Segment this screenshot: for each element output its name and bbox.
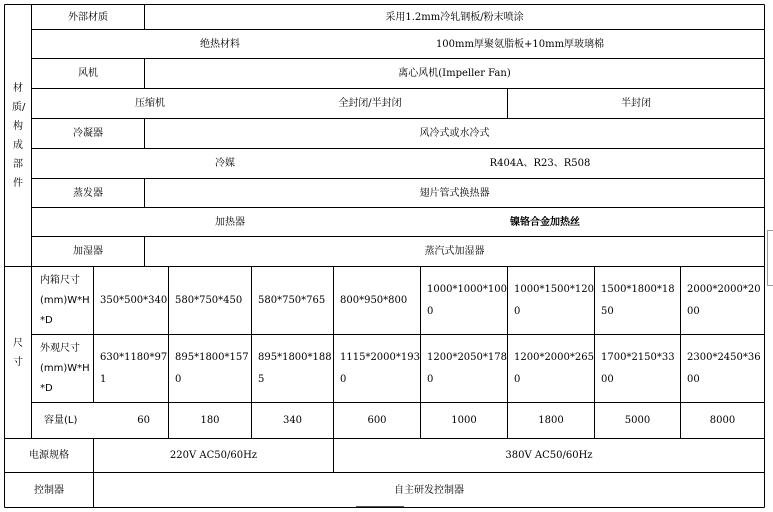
inner-size-cell-2: 580*750*450 bbox=[175, 294, 243, 306]
exterior-label: 外部材质 bbox=[68, 11, 108, 23]
controller-value: 自主研发控制器 bbox=[394, 484, 464, 496]
capacity-cell-8: 8000 bbox=[709, 415, 736, 426]
inner-size-cell-7: 1500*1800*1850 bbox=[601, 283, 675, 317]
insulation-value: 100mm厚聚氨脂板+10mm厚玻璃棉 bbox=[435, 38, 605, 50]
compressor-value-1: 全封闭/半封闭 bbox=[338, 98, 402, 109]
inner-size-cell-6: 1000*1500*1200 bbox=[514, 283, 594, 317]
power-value-380: 380V AC50/60Hz bbox=[505, 450, 593, 461]
inner-size-cell-8: 2000*2000*2000 bbox=[687, 283, 761, 317]
inner-size-cell-1: 350*500*340 bbox=[100, 294, 168, 306]
capacity-cell-1: 60 bbox=[137, 415, 150, 426]
section-material-text: 材质/构成部件 bbox=[12, 82, 26, 189]
scroll-marker bbox=[767, 230, 773, 286]
inner-size-cell-5: 1000*1000*1000 bbox=[427, 283, 507, 317]
section-size-text: 尺寸 bbox=[13, 337, 23, 368]
exterior-value: 采用1.2mm冷轧钢板/粉末喷涂 bbox=[385, 11, 524, 23]
heater-label: 加热器 bbox=[215, 216, 245, 228]
power-label: 电源规格 bbox=[29, 450, 69, 461]
outer-size-cell-5: 1200*2050*1780 bbox=[427, 351, 507, 385]
compressor-value-2: 半封闭 bbox=[621, 98, 651, 109]
capacity-cell-6: 1800 bbox=[538, 415, 564, 426]
capacity-cell-7: 5000 bbox=[624, 415, 651, 426]
humidifier-value: 蒸汽式加湿器 bbox=[424, 246, 485, 257]
section-material bbox=[5, 5, 31, 266]
refrigerant-value: R404A、R23、R508 bbox=[489, 158, 591, 169]
capacity-cell-4: 600 bbox=[367, 415, 387, 426]
page-edge-marker bbox=[356, 506, 404, 512]
humidifier-label: 加湿器 bbox=[73, 246, 103, 257]
outer-size-cell-1: 630*1180*971 bbox=[100, 351, 168, 385]
inner-size-label: 内箱尺寸(mm)W*H*D bbox=[40, 274, 90, 326]
evaporator-label: 蒸发器 bbox=[73, 187, 103, 199]
fan-label: 风机 bbox=[78, 68, 98, 79]
compressor-label: 压缩机 bbox=[135, 98, 165, 109]
capacity-cell-2: 180 bbox=[200, 415, 220, 426]
outer-size-cell-7: 1700*2150*3300 bbox=[601, 351, 675, 385]
insulation-label: 绝热材料 bbox=[200, 38, 240, 50]
inner-size-cell-3: 580*750*765 bbox=[258, 294, 326, 306]
outer-size-cell-8: 2300*2450*3600 bbox=[687, 351, 761, 385]
section-size bbox=[5, 267, 31, 438]
outer-size-cell-3: 895*1800*1885 bbox=[258, 351, 332, 385]
capacity-cell-3: 340 bbox=[282, 415, 303, 426]
condenser-value: 风冷式或水冷式 bbox=[419, 128, 490, 139]
condenser-label: 冷凝器 bbox=[73, 128, 103, 139]
inner-size-cell-4: 800*950*800 bbox=[340, 294, 408, 306]
capacity-label: 容量(L) bbox=[44, 415, 78, 426]
capacity-cell-5: 1000 bbox=[451, 415, 477, 426]
power-value-220: 220V AC50/60Hz bbox=[169, 450, 258, 461]
outer-size-cell-4: 1115*2000*1930 bbox=[340, 351, 420, 385]
evaporator-value: 翅片管式换热器 bbox=[419, 187, 490, 199]
refrigerant-label: 冷媒 bbox=[215, 158, 235, 169]
heater-value: 镍铬合金加热丝 bbox=[510, 216, 580, 228]
fan-value: 离心风机(Impeller Fan) bbox=[398, 68, 511, 79]
outer-size-label: 外观尺寸(mm)W*H*D bbox=[40, 342, 90, 394]
outer-size-cell-2: 895*1800*1570 bbox=[175, 351, 249, 385]
controller-label: 控制器 bbox=[34, 484, 64, 496]
outer-size-cell-6: 1200*2000*2650 bbox=[514, 351, 594, 385]
